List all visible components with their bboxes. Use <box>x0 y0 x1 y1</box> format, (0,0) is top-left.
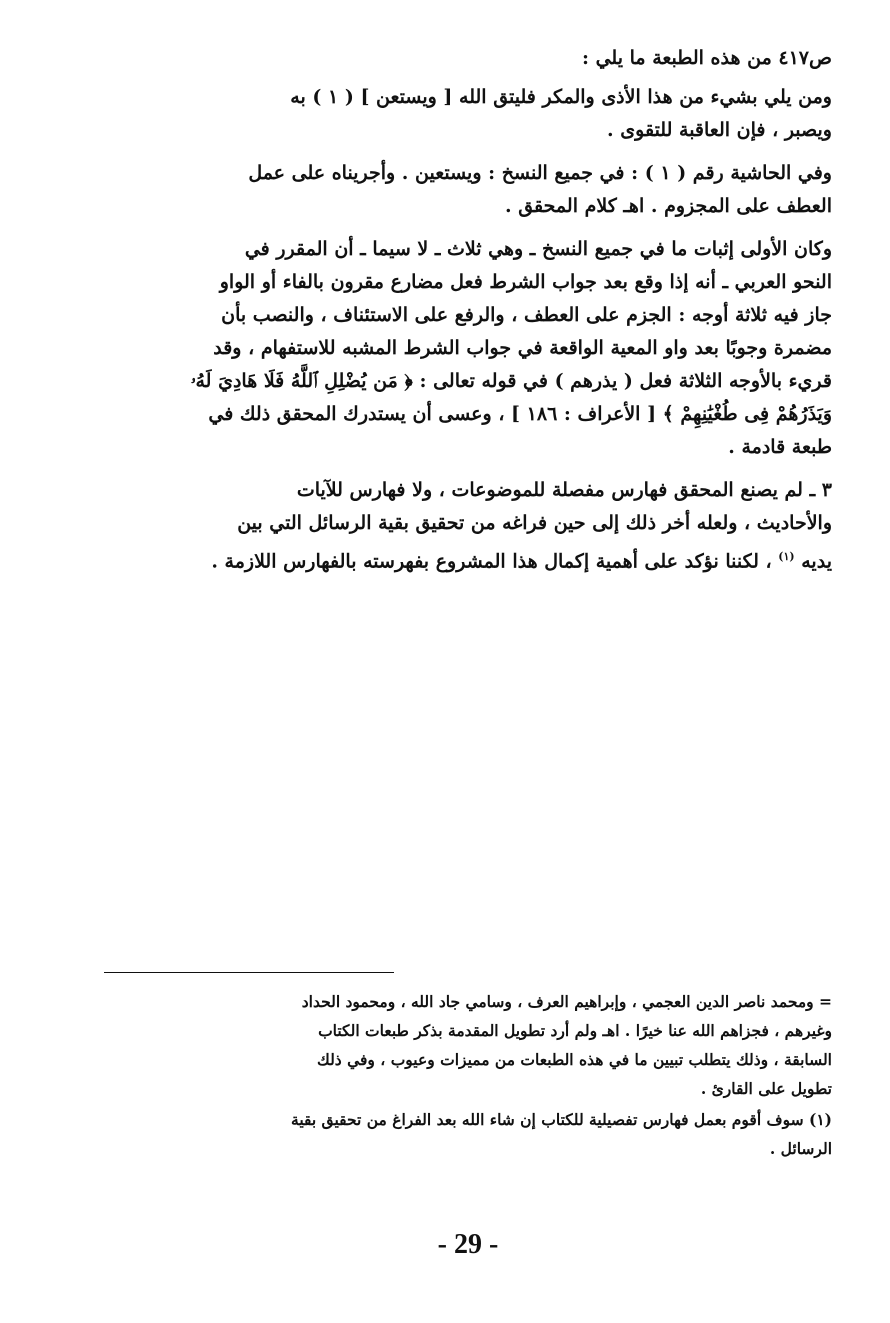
footnote-1 <box>104 1105 832 1163</box>
text-fragment: يديه <box>801 550 832 573</box>
footnote-line: (١) سوف أقوم بعمل فهارس تفصيلية للكتاب إن شاء الله بعد الفراغ من تحقيق بقية <box>291 1110 832 1129</box>
text-fragment: ، لكننا نؤكد على أهمية إكمال هذا المشروع بفهرسته بالفهارس اللازمة . <box>211 550 772 573</box>
text-line: العطف على المجزوم . اهـ كلام المحقق . <box>504 195 832 217</box>
text-line: النحو العربي ـ أنه إذا وقع بعد جواب الشرط فعل مضارع مقرون بالفاء أو الواو <box>219 271 832 293</box>
footnote-marker: (١) <box>778 550 795 563</box>
point-three-paragraph <box>104 474 832 578</box>
text-line: وفي الحاشية رقم ( ١ ) : في جميع النسخ : ويستعين . وأجريناه على عمل <box>248 162 832 184</box>
footnote-divider <box>104 972 394 973</box>
text-line: ويصبر ، فإن العاقبة للتقوى . <box>607 119 832 141</box>
footnote-line: = ومحمد ناصر الدين العجمي ، وإبراهيم العرف ، وسامي جاد الله ، ومحمود الحداد <box>301 992 832 1011</box>
footnote-line: وغيرهم ، فجزاهم الله عنا خيرًا . اهـ ولم أرد تطويل المقدمة بذكر طبعات الكتاب <box>318 1021 832 1040</box>
footnote-continued <box>104 987 832 1103</box>
footnotes <box>104 987 832 1165</box>
text-line: جاز فيه ثلاثة أوجه : الجزم على العطف ، والرفع على الاستئناف ، والنصب بأن <box>221 304 832 326</box>
footnote-line: تطويل على القارئ . <box>700 1079 832 1098</box>
margin-note-paragraph <box>104 157 832 223</box>
header-line <box>104 42 832 75</box>
book-page <box>104 42 832 1282</box>
footnote-line: السابقة ، وذلك يتطلب تبيين ما في هذه الطبعات من مميزات وعيوب ، وفي ذلك <box>317 1050 832 1069</box>
footnote-line: الرسائل . <box>769 1139 832 1158</box>
commentary-paragraph <box>104 233 832 464</box>
text-line: والأحاديث ، ولعله أخر ذلك إلى حين فراغه من تحقيق بقية الرسائل التي بين <box>237 512 832 534</box>
quote-paragraph <box>104 81 832 147</box>
text-line: وكان الأولى إثبات ما في جميع النسخ ـ وهي ثلاث ـ لا سيما ـ أن المقرر في <box>244 238 832 260</box>
text-line: ص٤١٧ من هذه الطبعة ما يلي : <box>581 47 832 69</box>
text-line: قريء بالأوجه الثلاثة فعل ( يذرهم ) في قوله تعالى : ﴿ مَن يُضْلِلِ ٱللَّهُ فَلَا هَادِيَ لَهُۥ <box>190 370 832 392</box>
text-line <box>104 540 832 578</box>
text-line: ومن يلي بشيء من هذا الأذى والمكر فليتق الله [ ويستعن ] ( ١ ) به <box>290 86 832 108</box>
page-number: - 29 - <box>437 1229 499 1260</box>
text-line: طبعة قادمة . <box>728 436 832 458</box>
text-line: مضمرة وجوبًا بعد واو المعية الواقعة في جواب الشرط المشبه للاستفهام ، وقد <box>213 337 832 359</box>
text-line: ٣ ـ لم يصنع المحقق فهارس مفصلة للموضوعات ، ولا فهارس للآيات <box>296 479 832 501</box>
text-line: وَيَذَرُهُمْ فِى طُغْيَٰنِهِمْ ﴾ [ الأعراف : ١٨٦ ] ، وعسى أن يستدرك المحقق ذلك في <box>208 403 832 425</box>
